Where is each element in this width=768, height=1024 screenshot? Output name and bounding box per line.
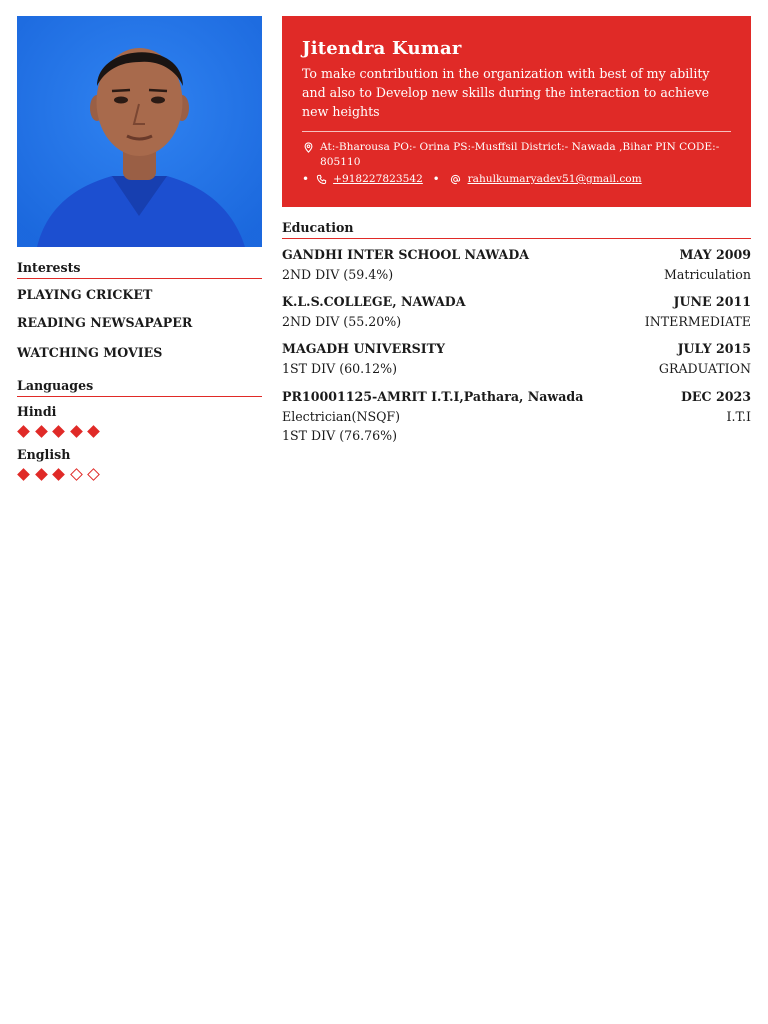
bullet-dot: • (302, 172, 310, 186)
right-column (282, 219, 751, 446)
email-link[interactable]: rahulkumaryadev51@gmail.com (467, 173, 642, 185)
left-column (17, 259, 262, 479)
result-text: Electrician(NSQF) (282, 408, 401, 424)
result-text: 1ST DIV (60.12%) (282, 360, 398, 376)
address-row (302, 140, 731, 170)
phone-email-row (302, 172, 731, 187)
school-name: MAGADH UNIVERSITY (282, 341, 446, 356)
date-text: MAY 2009 (679, 247, 751, 262)
languages-heading: Languages (17, 377, 262, 397)
at-sign-icon (450, 172, 462, 186)
language-rating (17, 427, 262, 436)
phone-link[interactable]: +918227823542 (333, 173, 423, 185)
person-name: Jitendra Kumar (302, 38, 462, 59)
date-text: JULY 2015 (677, 341, 751, 356)
header-banner (282, 16, 751, 207)
rating-filled-icon (87, 425, 100, 438)
rating-empty-icon (70, 468, 83, 481)
rating-filled-icon (52, 425, 65, 438)
result-text: 2ND DIV (59.4%) (282, 266, 394, 282)
language-rating (17, 470, 262, 479)
interest-item: WATCHING MOVIES (17, 345, 163, 360)
education-entry (282, 339, 751, 378)
interest-item: READING NEWSAPAPER (17, 315, 193, 330)
result-text: 2ND DIV (55.20%) (282, 313, 402, 329)
date-text: JUNE 2011 (673, 294, 751, 309)
rating-empty-icon (87, 468, 100, 481)
contact-info (302, 140, 731, 187)
location-pin-icon (302, 140, 314, 154)
education-entry (282, 245, 751, 284)
bullet-dot: • (428, 172, 444, 186)
date-text: DEC 2023 (681, 389, 751, 404)
rating-filled-icon (17, 425, 30, 438)
result-text: 1ST DIV (76.76%) (282, 428, 398, 443)
interests-heading: Interests (17, 259, 262, 279)
level-text: GRADUATION (658, 360, 751, 376)
education-entry (282, 292, 751, 331)
phone-icon (315, 172, 327, 186)
education-heading: Education (282, 219, 751, 239)
level-text: INTERMEDIATE (644, 313, 751, 329)
school-name: GANDHI INTER SCHOOL NAWADA (282, 247, 530, 262)
education-entry (282, 387, 751, 446)
rating-filled-icon (17, 468, 30, 481)
level-text: Matriculation (664, 266, 751, 282)
profile-photo (17, 16, 262, 247)
rating-filled-icon (35, 425, 48, 438)
language-name: Hindi (17, 404, 57, 419)
level-text: I.T.I (726, 408, 751, 424)
rating-filled-icon (52, 468, 65, 481)
career-objective: To make contribution in the organization with best of my ability and also to Develop new skills during the interaction to achieve new heights (302, 66, 710, 119)
language-name: English (17, 447, 71, 462)
interest-item: PLAYING CRICKET (17, 287, 153, 302)
school-name: K.L.S.COLLEGE, NAWADA (282, 294, 466, 309)
rating-filled-icon (70, 425, 83, 438)
rating-filled-icon (35, 468, 48, 481)
header-divider (302, 131, 731, 132)
school-name: PR10001125-AMRIT I.T.I,Pathara, Nawada (282, 389, 584, 404)
address-text: At:-Bharousa PO:- Orina PS:-Musffsil District:- Nawada ,Bihar PIN CODE:- 805110 (320, 141, 720, 168)
